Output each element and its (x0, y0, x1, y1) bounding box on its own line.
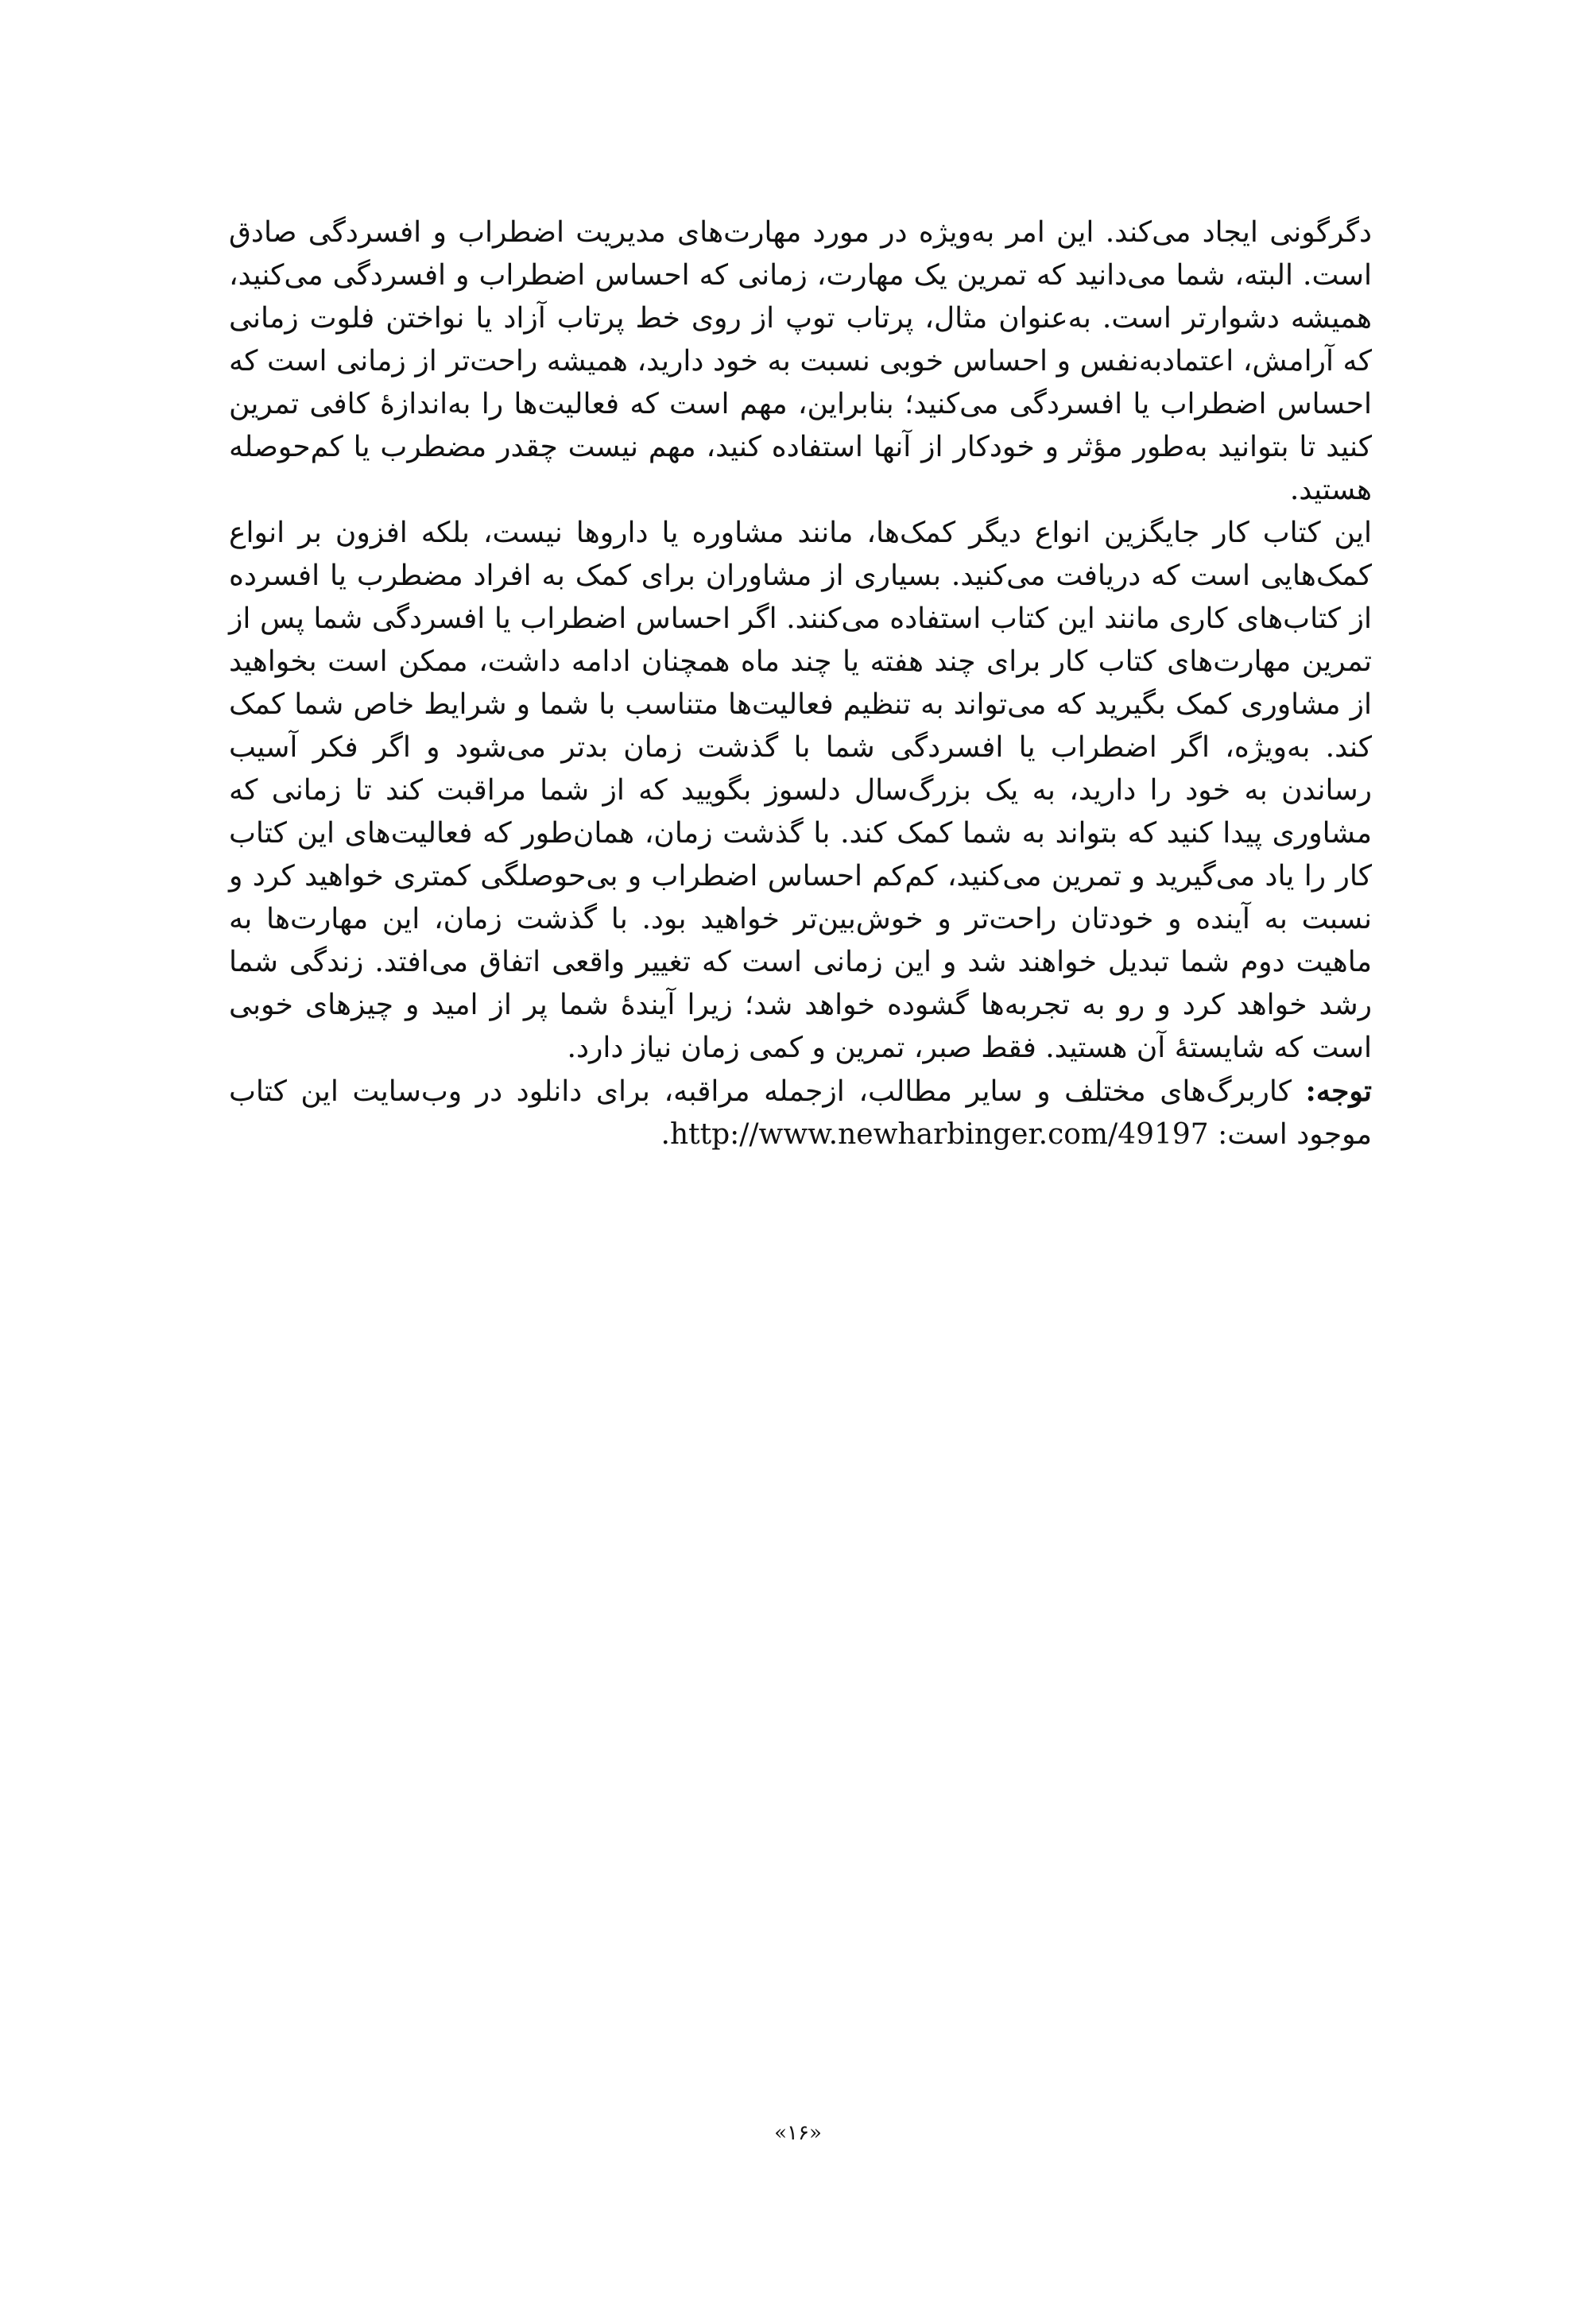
note-label: توجه: (1305, 1074, 1372, 1108)
page-number: «۱۶» (774, 2121, 822, 2145)
paragraph-2: این کتاب کار جایگزین انواع دیگر کمک‌ها، مانند مشاوره یا داروها نیست، بلکه افزون بر انواع کمک‌هایی است که دریافت می‌کنید. بسیاری از مشاوران برای کمک به افراد مضطرب یا افسرده از کتاب‌های کاری مانند این کتاب استفاده می‌کنند. اگر احساس اضطراب یا افسردگی شما پس از تمرین مهارت‌های کتاب کار برای چند هفته یا چند ماه همچنان ادامه داشت، ممکن است بخواهید از مشاوری کمک بگیرید که می‌تواند به تنظیم فعالیت‌ها متناسب با شما و شرایط خاص شما کمک کند. به‌ویژه، اگر اضطراب یا افسردگی شما با گذشت زمان بدتر می‌شود و اگر فکر آسیب رساندن به خود را دارید، به یک بزرگ‌سال دلسوز بگویید که از شما مراقبت کند تا زمانی که مشاوری پیدا کنید که بتواند به شما کمک کند. با گذشت زمان، همان‌طور که فعالیت‌های این کتاب کار را یاد می‌گیرید و تمرین می‌کنید، کم‌کم احساس اضطراب و بی‌حوصلگی کمتری خواهید کرد و نسبت به آینده و خودتان راحت‌تر و خوش‌بین‌تر خواهید بود. با گذشت زمان، این مهارت‌ها به ماهیت دوم شما تبدیل خواهند شد و این زمانی است که تغییر واقعی اتفاق می‌افتد. زندگی شما رشد خواهد کرد و رو به تجربه‌ها گشوده خواهد شد؛ زیرا آیندهٔ شما پر از امید و چیزهای خوبی است که شایستهٔ آن هستید. فقط صبر، تمرین و کمی زمان نیاز دارد. (229, 517, 1373, 1064)
body-text (229, 211, 1372, 1156)
paragraph-1: دگرگونی ایجاد می‌کند. این امر به‌ویژه در مورد مهارت‌های مدیریت اضطراب و افسردگی صادق است. البته، شما می‌دانید که تمرین یک مهارت، زمانی که احساس اضطراب و افسردگی می‌کنید، همیشه دشوارتر است. به‌عنوان مثال، پرتاب توپ از روی خط پرتاب آزاد یا نواختن فلوت زمانی که آرامش، اعتمادبه‌نفس و احساس خوبی نسبت به خود دارید، همیشه راحت‌تر از زمانی است که احساس اضطراب یا افسردگی می‌کنید؛ بنابراین، مهم است که فعالیت‌ها را به‌اندازهٔ کافی تمرین کنید تا بتوانید به‌طور مؤثر و خودکار از آنها استفاده کنید، مهم نیست چقدر مضطرب یا کم‌حوصله هستید. (229, 216, 1372, 506)
note-end: . (660, 1118, 670, 1151)
note-paragraph (229, 1070, 1372, 1156)
note-text: کاربرگ‌های مختلف و سایر مطالب، ازجمله مراقبه، برای دانلود در وب‌سایت این کتاب موجود است: (229, 1075, 1372, 1151)
website-link[interactable]: http://www.newharbinger.com/49197 (669, 1118, 1209, 1151)
